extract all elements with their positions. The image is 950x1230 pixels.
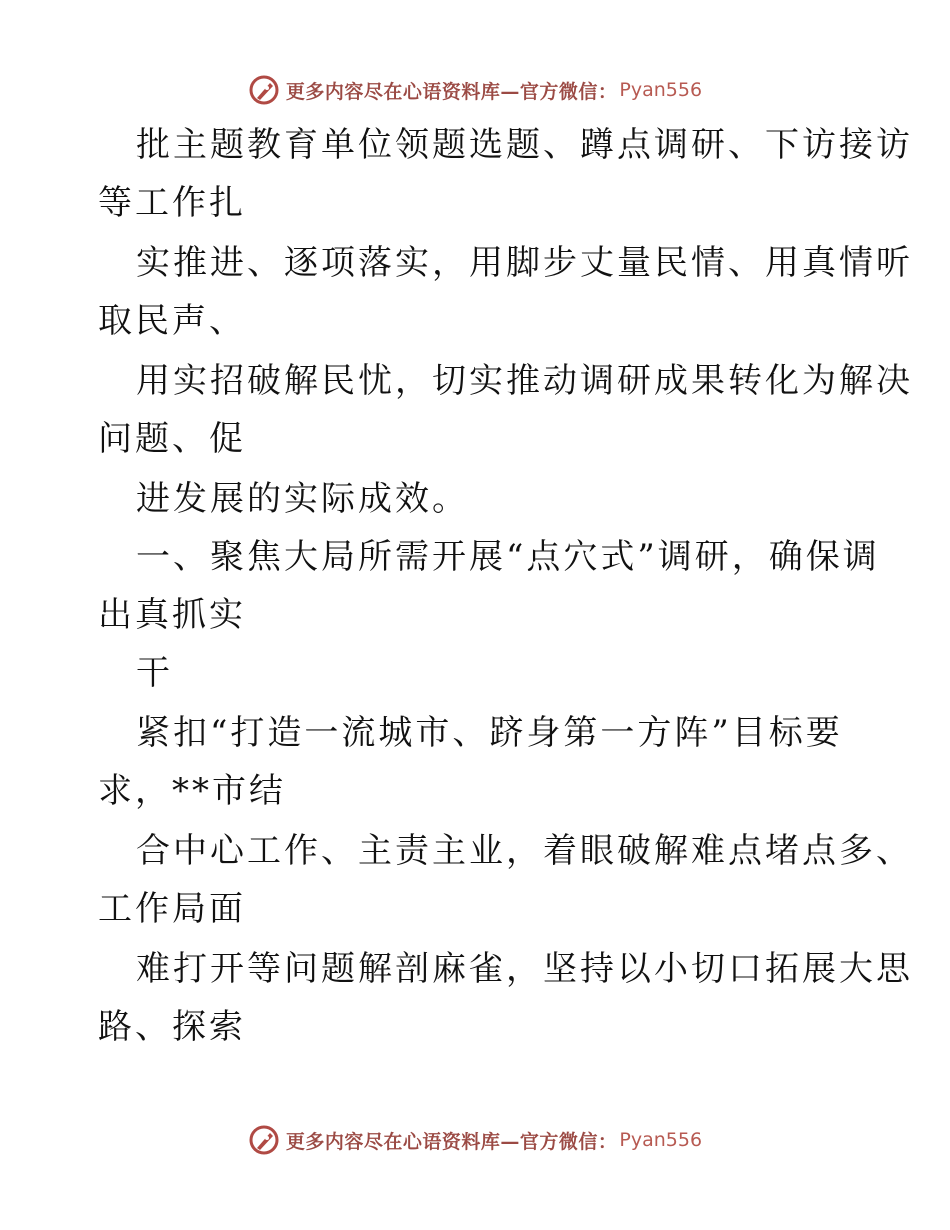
footer-watermark-banner	[0, 1120, 950, 1160]
pen-logo-icon	[248, 1124, 280, 1156]
text-line: 求，**市结	[98, 771, 286, 811]
text-line: 合中心工作、主责主业，着眼破解难点堵点多、	[136, 831, 913, 871]
text-line: 等工作扎	[98, 183, 246, 223]
text-line: 干	[136, 653, 173, 693]
banner-contact: Pyan556	[619, 79, 703, 101]
text-line: 出真抓实	[98, 595, 246, 635]
banner-contact: Pyan556	[619, 1129, 703, 1151]
text-line: 用实招破解民忧，切实推动调研成果转化为解决	[136, 361, 913, 401]
text-line: 进发展的实际成效。	[136, 479, 469, 519]
banner-text: 更多内容尽在心语资料库—官方微信：	[285, 80, 618, 103]
text-line: 难打开等问题解剖麻雀，坚持以小切口拓展大思	[136, 949, 913, 989]
text-line: 批主题教育单位领题选题、蹲点调研、下访接访	[136, 125, 913, 165]
header-watermark-banner	[0, 70, 950, 110]
banner-text: 更多内容尽在心语资料库—官方微信：	[285, 1130, 618, 1153]
text-line: 实推进、逐项落实，用脚步丈量民情、用真情听	[136, 243, 913, 283]
pen-logo-icon	[248, 74, 280, 106]
text-line: 工作局面	[98, 889, 246, 929]
text-line: 问题、促	[98, 419, 246, 459]
text-line: 紧扣“打造一流城市、跻身第一方阵”目标要	[136, 713, 843, 753]
text-line: 一、聚焦大局所需开展“点穴式”调研，确保调	[136, 537, 880, 577]
text-line: 取民声、	[98, 301, 246, 341]
text-line: 路、探索	[98, 1007, 246, 1047]
